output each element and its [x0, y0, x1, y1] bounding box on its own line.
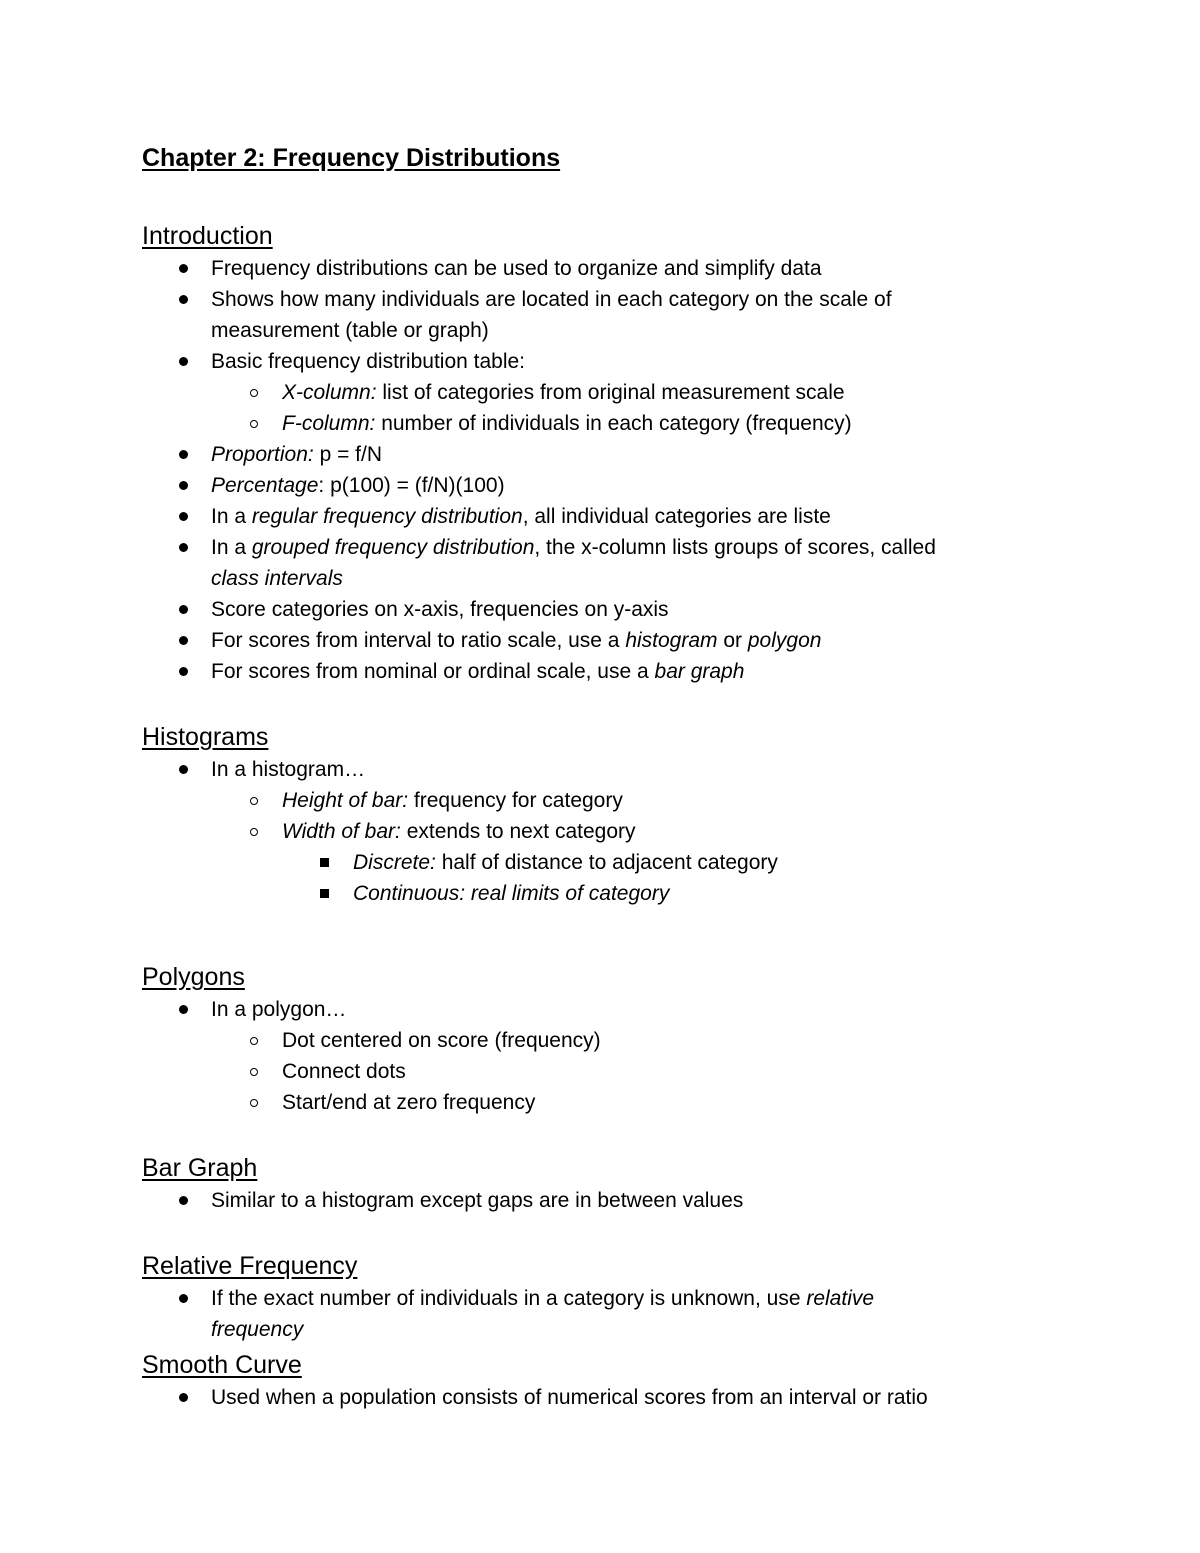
- section-polygons: [142, 960, 1042, 1118]
- bullet-icon: [179, 470, 188, 501]
- list-item: In a grouped frequency distribution, the x-column lists groups of scores, called class intervals: [142, 532, 1042, 594]
- bullet-icon: [179, 253, 188, 284]
- bullet-icon: [179, 594, 188, 625]
- bullet-icon: [179, 346, 188, 377]
- section-heading-polygons: Polygons: [142, 963, 245, 991]
- list-item: Height of bar: frequency for category: [142, 785, 1042, 816]
- smooth-curve-list: [142, 1382, 1042, 1413]
- introduction-list: [142, 253, 1042, 687]
- list-item: If the exact number of individuals in a category is unknown, use relative frequency: [142, 1283, 1042, 1345]
- hollow-bullet-icon: [250, 408, 258, 439]
- bullet-icon: [179, 501, 188, 532]
- bullet-icon: [179, 284, 188, 315]
- section-heading-bar-graph: Bar Graph: [142, 1154, 258, 1182]
- bullet-icon: [179, 994, 188, 1025]
- list-item: Similar to a histogram except gaps are in between values: [142, 1185, 1042, 1216]
- list-item: Percentage: p(100) = (f/N)(100): [142, 470, 1042, 501]
- hollow-bullet-icon: [250, 1087, 258, 1118]
- list-item: In a regular frequency distribution, all individual categories are liste: [142, 501, 1042, 532]
- list-item: Score categories on x-axis, frequencies on y-axis: [142, 594, 1042, 625]
- square-bullet-icon: [320, 847, 329, 878]
- list-item: Discrete: half of distance to adjacent category: [142, 847, 1042, 878]
- bullet-icon: [179, 1185, 188, 1216]
- histograms-list: [142, 754, 1042, 909]
- list-item: Connect dots: [142, 1056, 1042, 1087]
- document-page: [142, 140, 1042, 1413]
- bar-graph-list: [142, 1185, 1042, 1216]
- hollow-bullet-icon: [250, 785, 258, 816]
- hollow-bullet-icon: [250, 1056, 258, 1087]
- section-heading-histograms: Histograms: [142, 723, 269, 751]
- list-item: F-column: number of individuals in each category (frequency): [142, 408, 1042, 439]
- list-item: Continuous: real limits of category: [142, 878, 1042, 909]
- list-item: Shows how many individuals are located in each category on the scale of measurement (table or graph): [142, 284, 1042, 346]
- square-bullet-icon: [320, 878, 329, 909]
- list-item: Proportion: p = f/N: [142, 439, 1042, 470]
- bullet-icon: [179, 439, 188, 470]
- list-item: Width of bar: extends to next category: [142, 816, 1042, 847]
- list-item: Start/end at zero frequency: [142, 1087, 1042, 1118]
- hollow-bullet-icon: [250, 816, 258, 847]
- hollow-bullet-icon: [250, 377, 258, 408]
- section-introduction: [142, 219, 1042, 687]
- section-smooth-curve: [142, 1348, 1042, 1413]
- section-histograms: [142, 720, 1042, 909]
- section-relative-frequency: [142, 1249, 1042, 1345]
- bullet-icon: [179, 532, 188, 563]
- polygons-list: [142, 994, 1042, 1118]
- list-item: Dot centered on score (frequency): [142, 1025, 1042, 1056]
- section-heading-smooth-curve: Smooth Curve: [142, 1351, 302, 1379]
- relative-frequency-list: [142, 1283, 1042, 1345]
- bullet-icon: [179, 656, 188, 687]
- section-bar-graph: [142, 1151, 1042, 1216]
- list-item: X-column: list of categories from original measurement scale: [142, 377, 1042, 408]
- list-item: For scores from interval to ratio scale, use a histogram or polygon: [142, 625, 1042, 656]
- section-heading-relative-frequency: Relative Frequency: [142, 1252, 358, 1280]
- list-item: Frequency distributions can be used to organize and simplify data: [142, 253, 1042, 284]
- list-item: Basic frequency distribution table:: [142, 346, 1042, 377]
- bullet-icon: [179, 1382, 188, 1413]
- list-item: For scores from nominal or ordinal scale, use a bar graph: [142, 656, 1042, 687]
- bullet-icon: [179, 754, 188, 785]
- section-heading-introduction: Introduction: [142, 222, 273, 250]
- bullet-icon: [179, 1283, 188, 1314]
- list-item: Used when a population consists of numerical scores from an interval or ratio: [142, 1382, 1042, 1413]
- list-item: In a polygon…: [142, 994, 1042, 1025]
- list-item: In a histogram…: [142, 754, 1042, 785]
- bullet-icon: [179, 625, 188, 656]
- hollow-bullet-icon: [250, 1025, 258, 1056]
- page-title: Chapter 2: Frequency Distributions: [142, 144, 561, 172]
